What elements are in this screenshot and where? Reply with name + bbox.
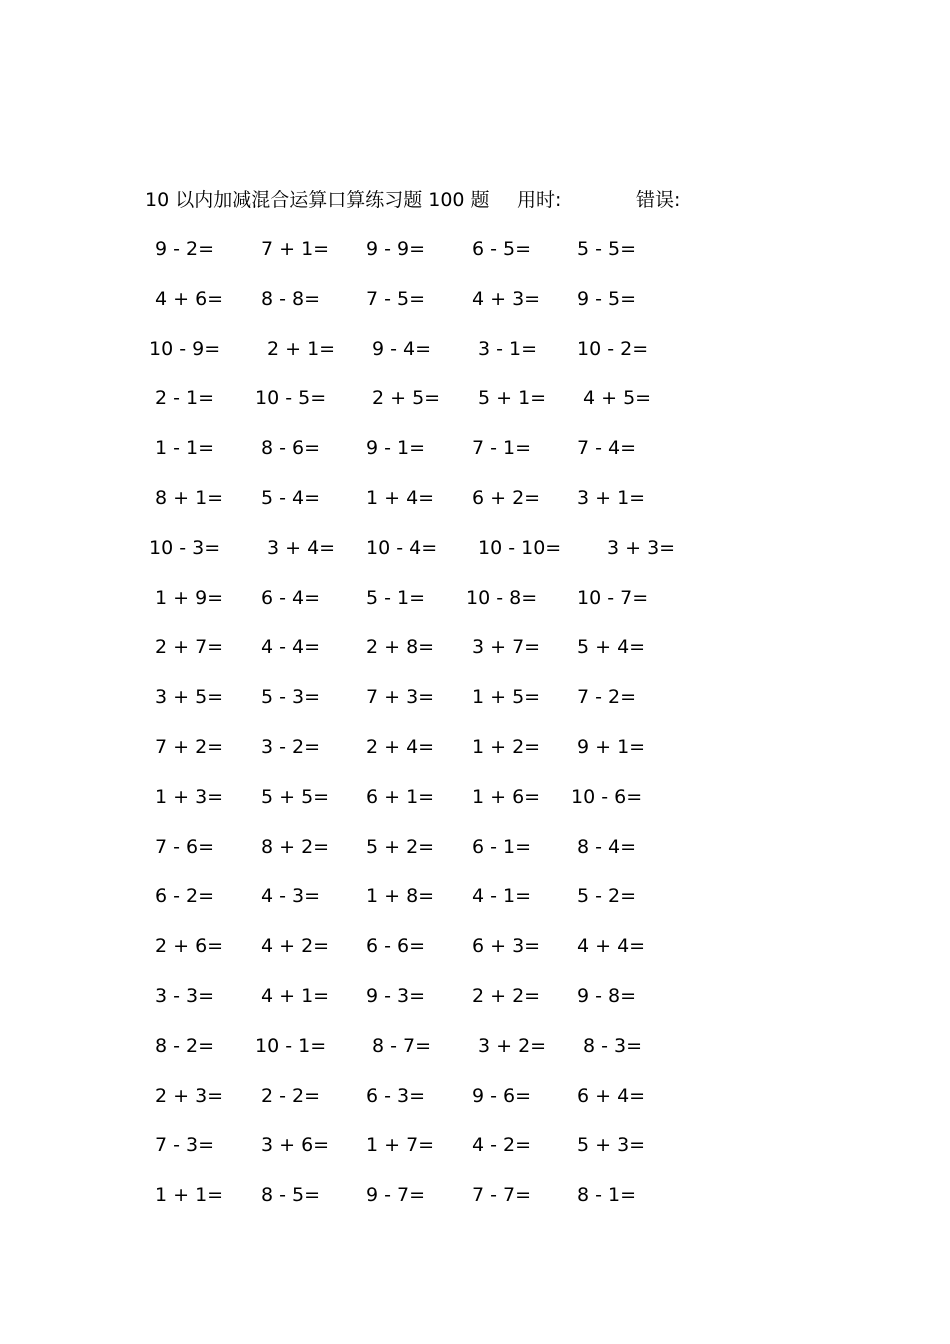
problem-item: 3 + 4=: [267, 536, 336, 559]
problem-item: 4 - 2=: [472, 1134, 532, 1157]
problem-item: 3 - 1=: [478, 337, 538, 360]
problem-item: 2 - 2=: [261, 1084, 321, 1107]
problem-item: 8 - 3=: [583, 1034, 643, 1057]
problem-item: 1 + 5=: [472, 686, 541, 709]
problem-item: 1 + 7=: [366, 1134, 435, 1157]
problem-item: 5 + 1=: [478, 387, 547, 410]
problem-row: [0, 336, 950, 386]
problem-item: 8 - 4=: [577, 835, 637, 858]
problem-item: 3 - 2=: [261, 735, 321, 758]
problem-grid: [0, 236, 950, 1232]
problem-item: 5 - 4=: [261, 486, 321, 509]
problem-item: 8 + 2=: [261, 835, 330, 858]
problem-row: [0, 734, 950, 784]
problem-row: [0, 784, 950, 834]
problem-row: [0, 1033, 950, 1083]
problem-item: 10 - 10=: [478, 536, 562, 559]
problem-item: 1 + 1=: [155, 1184, 224, 1207]
problem-row: [0, 634, 950, 684]
problem-item: 3 - 3=: [155, 984, 215, 1007]
problem-item: 6 + 1=: [366, 785, 435, 808]
problem-item: 5 - 1=: [366, 586, 426, 609]
problem-item: 9 - 9=: [366, 238, 426, 260]
problem-row: [0, 1132, 950, 1182]
problem-item: 1 + 2=: [472, 735, 541, 758]
problem-item: 8 - 5=: [261, 1184, 321, 1207]
problem-item: 4 + 1=: [261, 984, 330, 1007]
problem-item: 5 + 5=: [261, 785, 330, 808]
problem-item: 7 - 4=: [577, 437, 637, 460]
problem-item: 6 + 3=: [472, 935, 541, 958]
problem-item: 9 - 3=: [366, 984, 426, 1007]
problem-item: 5 + 4=: [577, 636, 646, 659]
problem-item: 8 - 8=: [261, 287, 321, 310]
problem-item: 4 + 6=: [155, 287, 224, 310]
error-count-label: 错误:: [636, 189, 681, 211]
problem-item: 10 - 1=: [255, 1034, 327, 1057]
problem-item: 7 + 1=: [261, 238, 330, 260]
problem-item: 3 + 1=: [577, 486, 646, 509]
problem-item: 7 + 3=: [366, 686, 435, 709]
problem-item: 10 - 9=: [149, 337, 221, 360]
problem-item: 3 + 5=: [155, 686, 224, 709]
problem-item: 7 - 3=: [155, 1134, 215, 1157]
problem-row: [0, 286, 950, 336]
problem-item: 2 + 6=: [155, 935, 224, 958]
problem-item: 10 - 6=: [571, 785, 643, 808]
problem-item: 10 - 2=: [577, 337, 649, 360]
problem-item: 2 + 3=: [155, 1084, 224, 1107]
problem-item: 9 - 1=: [366, 437, 426, 460]
problem-item: 2 - 1=: [155, 387, 215, 410]
problem-item: 6 - 5=: [472, 238, 532, 260]
problem-row: [0, 834, 950, 884]
problem-item: 2 + 7=: [155, 636, 224, 659]
problem-item: 6 - 1=: [472, 835, 532, 858]
problem-item: 1 + 8=: [366, 885, 435, 908]
problem-item: 4 + 2=: [261, 935, 330, 958]
problem-item: 7 - 6=: [155, 835, 215, 858]
problem-item: 4 - 4=: [261, 636, 321, 659]
problem-item: 9 - 8=: [577, 984, 637, 1007]
problem-item: 8 - 2=: [155, 1034, 215, 1057]
problem-item: 7 - 5=: [366, 287, 426, 310]
problem-item: 5 + 3=: [577, 1134, 646, 1157]
problem-item: 4 + 3=: [472, 287, 541, 310]
problem-item: 6 - 2=: [155, 885, 215, 908]
problem-item: 3 + 6=: [261, 1134, 330, 1157]
problem-item: 2 + 4=: [366, 735, 435, 758]
problem-item: 6 - 3=: [366, 1084, 426, 1107]
problem-item: 3 + 7=: [472, 636, 541, 659]
problem-item: 3 + 3=: [607, 536, 676, 559]
problem-row: [0, 385, 950, 435]
problem-item: 5 - 5=: [577, 238, 637, 260]
problem-item: 9 - 2=: [155, 238, 215, 260]
problem-item: 10 - 3=: [149, 536, 221, 559]
problem-row: [0, 883, 950, 933]
problem-item: 3 + 2=: [478, 1034, 547, 1057]
problem-item: 1 + 6=: [472, 785, 541, 808]
problem-item: 9 - 4=: [372, 337, 432, 360]
problem-item: 2 + 1=: [267, 337, 336, 360]
problem-item: 1 + 3=: [155, 785, 224, 808]
problem-row: [0, 585, 950, 635]
problem-item: 9 + 1=: [577, 735, 646, 758]
problem-item: 7 - 2=: [577, 686, 637, 709]
problem-item: 6 - 4=: [261, 586, 321, 609]
problem-item: 7 - 7=: [472, 1184, 532, 1207]
problem-item: 8 - 1=: [577, 1184, 637, 1207]
problem-row: [0, 236, 950, 286]
problem-item: 5 - 3=: [261, 686, 321, 709]
problem-row: [0, 535, 950, 585]
problem-item: 6 + 4=: [577, 1084, 646, 1107]
worksheet-title: 10 以内加减混合运算口算练习题 100 题: [145, 189, 490, 211]
problem-item: 4 + 5=: [583, 387, 652, 410]
problem-item: 1 - 1=: [155, 437, 215, 460]
problem-item: 5 - 2=: [577, 885, 637, 908]
problem-item: 10 - 5=: [255, 387, 327, 410]
problem-row: [0, 1182, 950, 1232]
problem-item: 5 + 2=: [366, 835, 435, 858]
problem-item: 9 - 5=: [577, 287, 637, 310]
problem-item: 1 + 4=: [366, 486, 435, 509]
problem-row: [0, 933, 950, 983]
problem-row: [0, 485, 950, 535]
problem-item: 9 - 6=: [472, 1084, 532, 1107]
problem-item: 2 + 2=: [472, 984, 541, 1007]
problem-item: 6 + 2=: [472, 486, 541, 509]
problem-item: 2 + 8=: [366, 636, 435, 659]
problem-item: 1 + 9=: [155, 586, 224, 609]
problem-row: [0, 1083, 950, 1133]
problem-item: 6 - 6=: [366, 935, 426, 958]
problem-item: 2 + 5=: [372, 387, 441, 410]
problem-item: 4 - 3=: [261, 885, 321, 908]
problem-item: 4 - 1=: [472, 885, 532, 908]
problem-row: [0, 684, 950, 734]
time-used-label: 用时:: [517, 189, 562, 211]
problem-row: [0, 435, 950, 485]
problem-item: 8 - 7=: [372, 1034, 432, 1057]
problem-item: 9 - 7=: [366, 1184, 426, 1207]
problem-item: 8 - 6=: [261, 437, 321, 460]
problem-row: [0, 983, 950, 1033]
worksheet-header: [145, 186, 785, 214]
problem-item: 10 - 8=: [466, 586, 538, 609]
problem-item: 7 + 2=: [155, 735, 224, 758]
problem-item: 10 - 7=: [577, 586, 649, 609]
problem-item: 10 - 4=: [366, 536, 438, 559]
problem-item: 7 - 1=: [472, 437, 532, 460]
problem-item: 4 + 4=: [577, 935, 646, 958]
problem-item: 8 + 1=: [155, 486, 224, 509]
